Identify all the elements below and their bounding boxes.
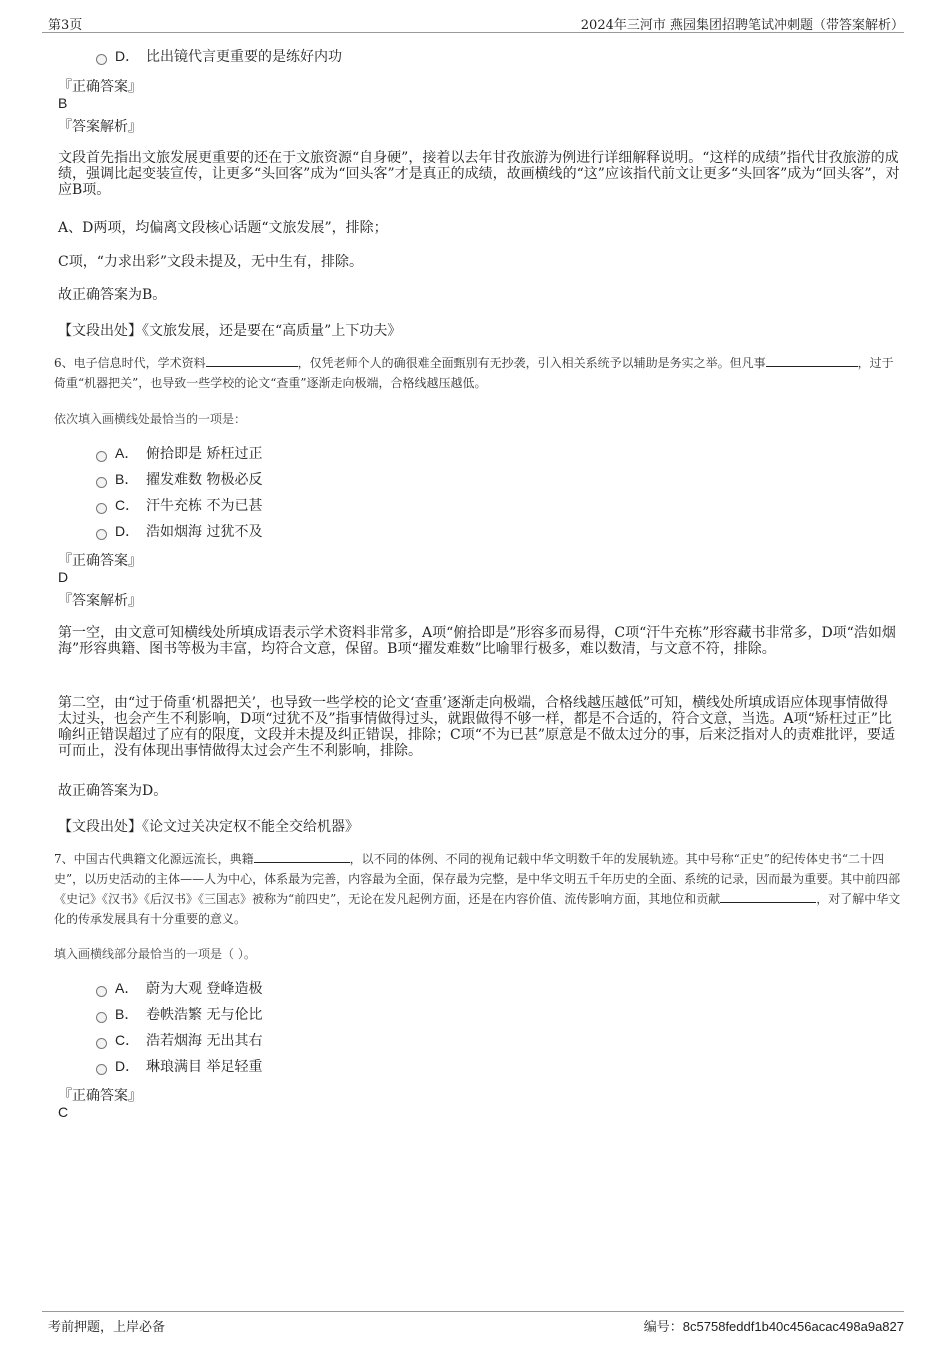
q6-option-a[interactable]: A． 俯拾即是 矫枉过正 [96,443,262,463]
fill-blank [720,890,816,903]
q6-answer-label: 『正确答案』 [58,553,142,569]
q7-option-b[interactable]: B． 卷帙浩繁 无与伦比 [96,1004,262,1024]
q5-analysis-paragraph: 文段首先指出文旅发展更重要的还在于文旅资源“自身硬”，接着以去年甘孜旅游为例进行详细解释说明。“这样的成绩”指代甘孜旅游的成绩，强调比起变装宣传，让更多“头回客”成为“回头客”才是真正的成绩，故画横线的“这”应该指代前文让更多“头回客”成为“回头客”，对应B项。 [58,150,900,198]
q7-instruction: 填入画横线部分最恰当的一项是（ ）。 [54,947,256,961]
q7-answer-label: 『正确答案』 [58,1088,142,1104]
q5-answer-label: 『正确答案』 [58,79,142,95]
radio-icon[interactable] [96,54,107,65]
q6-analysis-label: 『答案解析』 [58,593,142,609]
q6-answer: D [58,569,69,585]
q6-instruction: 依次填入画横线处最恰当的一项是： [54,412,247,426]
q5-analysis-paragraph: A、D两项，均偏离文段核心话题“文旅发展”，排除； [58,220,388,236]
q5-analysis-label: 『答案解析』 [58,119,142,135]
q5-option-d[interactable]: D． 比出镜代言更重要的是练好内功 [96,46,342,66]
radio-icon[interactable] [96,529,107,540]
q7-option-a[interactable]: A． 蔚为大观 登峰造极 [96,978,262,998]
fill-blank [254,850,350,863]
q7-option-d[interactable]: D． 琳琅满目 举足轻重 [96,1056,262,1076]
q6-source: 【文段出处】《论文过关决定权不能全交给机器》 [58,819,359,835]
fill-blank [766,354,858,367]
q6-stem: 6、电子信息时代，学术资料 ，仅凭老师个人的确很难全面甄别有无抄袭，引入相关系统予以辅助是务实之举。但凡事 ，过于倚重“机器把关”，也导致一些学校的论文“查重”逐渐走向极端，合格线越压越低。 [54,356,894,390]
page-footer [42,1311,904,1338]
fill-blank [206,354,298,367]
q6-option-c[interactable]: C． 汗牛充栋 不为已甚 [96,495,262,515]
radio-icon[interactable] [96,1064,107,1075]
q5-answer: B [58,95,68,111]
radio-icon[interactable] [96,451,107,462]
document-title: 2024年三河市 燕园集团招聘笔试冲刺题（带答案解析） [580,18,904,33]
q7-stem: 7、中国古代典籍文化源远流长，典籍 ，以不同的体例、不同的视角记载中华文明数千年的发展轨迹。其中号称“正史”的纪传体史书“二十四史”，以历史活动的主体——人为中心，体系最为完善，内容最为全面，保存最为完整，是中华文明五千年历史的全面、系统的记录，因而最为重要。其中前四部《史记》《汉书》《后汉书》《三国志》被称为“前四史”，无论在发凡起例方面，还是在内容价值、流传影响方面，其地位和贡献 ，对了解中华文化的传承发展具有十分重要的意义。 [54,852,901,926]
q5-analysis-paragraph: 故正确答案为B。 [58,287,167,303]
q5-analysis-paragraph: C项，“力求出彩”文段未提及，无中生有，排除。 [58,254,364,270]
document-code: 编号：8c5758feddf1b40c456acac498a9a827 [643,1319,904,1335]
q5-source: 【文段出处】《文旅发展，还是要在“高质量”上下功夫》 [58,323,402,339]
radio-icon[interactable] [96,503,107,514]
radio-icon[interactable] [96,1038,107,1049]
radio-icon[interactable] [96,986,107,997]
q6-analysis-paragraph: 第一空，由文意可知横线处所填成语表示学术资料非常多，A项“俯拾即是”形容多而易得，C项“汗牛充栋”形容藏书非常多，D项“浩如烟海”形容典籍、图书等极为丰富，均符合文意，保留。B项“擢发难数”比喻罪行极多，难以数清，与文意不符，排除。 [58,625,896,657]
q7-answer: C [58,1104,69,1120]
q6-option-b[interactable]: B． 擢发难数 物极必反 [96,469,262,489]
page-header [42,12,904,33]
q6-analysis-paragraph: 第二空，由“过于倚重‘机器把关’，也导致一些学校的论文‘查重’逐渐走向极端，合格线越压越低”可知，横线处所填成语应体现事情做得太过头，也会产生不利影响，D项“过犹不及”指事情做得过头，就跟做得不够一样，都是不合适的，符合文意，当选。A项“矫枉过正”比喻纠正错误超过了应有的限度，文段并未提及纠正错误，排除；C项“不为已甚”原意是不做太过分的事，后来泛指对人的责难批评，要适可而止，没有体现出事情做得太过会产生不利影响，排除。 [58,695,896,759]
q6-option-d[interactable]: D． 浩如烟海 过犹不及 [96,521,262,541]
footer-slogan: 考前押题，上岸必备 [48,1320,166,1335]
radio-icon[interactable] [96,477,107,488]
page-number: 第3页 [48,18,83,33]
q7-option-c[interactable]: C． 浩若烟海 无出其右 [96,1030,262,1050]
radio-icon[interactable] [96,1012,107,1023]
q6-analysis-paragraph: 故正确答案为D。 [58,783,168,799]
